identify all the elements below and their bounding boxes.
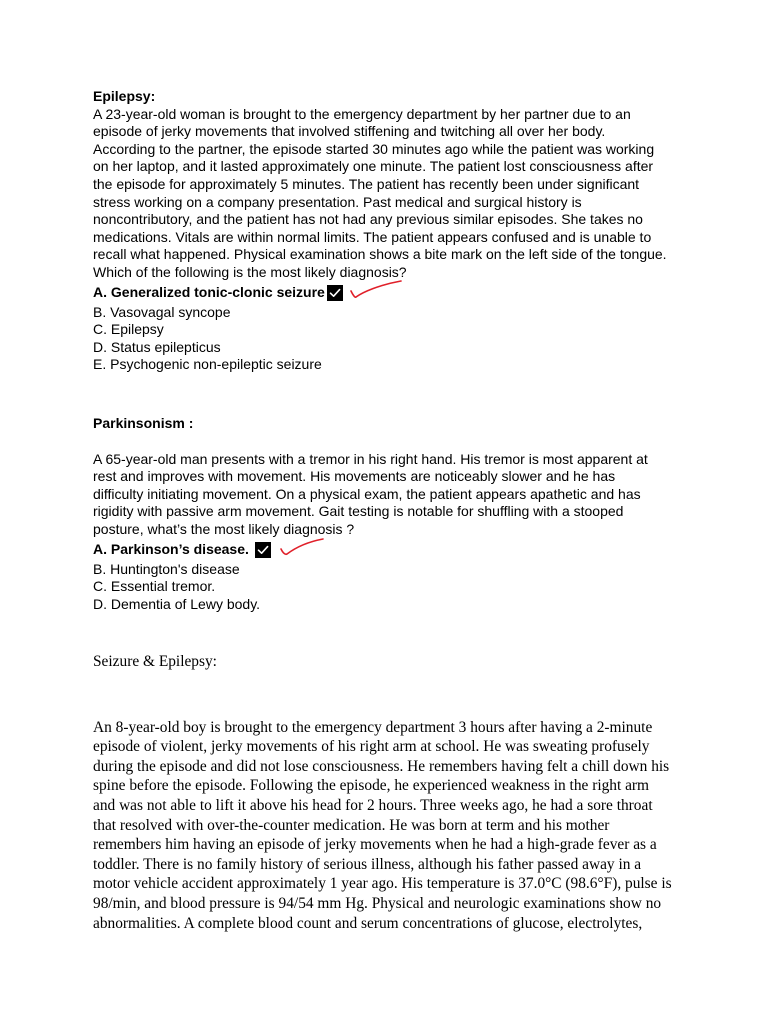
epilepsy-correct-answer [93, 282, 693, 304]
stem-line: and was not able to lift it above his head for 2 hours. Three weeks ago, he had a sore throat [93, 796, 653, 814]
stem-line: 98/min, and blood pressure is 94/54 mm Hg. Physical and neurologic examinations show no [93, 894, 662, 912]
stem-line: stress working on a company presentation. Past medical and surgical history is [93, 193, 582, 210]
parkinsonism-question [93, 415, 693, 613]
stem-line: during the episode and did not lose consciousness. He remembers having felt a chill down his [93, 757, 670, 775]
answer-label: A. Generalized tonic-clonic seizure [93, 283, 325, 300]
parkinsonism-heading: Parkinsonism : [93, 415, 194, 431]
answer-option: C. Essential tremor. [93, 578, 216, 595]
seizure-heading: Seizure & Epilepsy: [93, 653, 217, 670]
stem-line: noncontributory, and the patient has not had any previous similar episodes. She takes no [93, 211, 643, 228]
stem-line: rest and improves with movement. His movements are noticeably slower and he has [93, 468, 616, 485]
stem-line: spine before the episode. Following the episode, he experienced weakness in the right arm [93, 777, 650, 795]
stem-line: episode of jerky movements that involved stiffening and twitching all over her body. [93, 123, 606, 140]
stem-line: remembers him having an episode of jerky movements when he had a high-grade fever as a [93, 836, 657, 854]
stem-line: A 23-year-old woman is brought to the emergency department by her partner due to an [93, 105, 631, 122]
stem-line: Which of the following is the most likely diagnosis? [93, 263, 407, 280]
answer-option: B. Huntington's disease [93, 560, 240, 577]
stem-line: medications. Vitals are within normal limits. The patient appears confused and is unable to [93, 228, 652, 245]
stem-line: According to the partner, the episode started 30 minutes ago while the patient was working [93, 140, 655, 157]
answer-option: E. Psychogenic non-epileptic seizure [93, 356, 322, 373]
answer-option: B. Vasovagal syncope [93, 303, 231, 320]
stem-line: abnormalities. A complete blood count and serum concentrations of glucose, electrolytes, [93, 914, 643, 932]
stem-line: A 65-year-old man presents with a tremor in his right hand. His tremor is most apparent at [93, 450, 648, 467]
answer-label: A. Parkinson’s disease. [93, 540, 249, 557]
seizure-question [93, 652, 713, 933]
stem-line: rigidity with passive arm movement. Gait testing is notable for shuffling with a stooped [93, 503, 624, 520]
stem-line: the episode for approximately 5 minutes. The patient has recently been under significant [93, 175, 640, 192]
stem-line: toddler. There is no family history of serious illness, although his father passed away in a [93, 855, 642, 873]
stem-line: difficulty initiating movement. On a physical exam, the patient appears apathetic and has [93, 485, 641, 502]
stem-line: that resolved with over-the-counter medication. He was born at term and his mother [93, 816, 610, 834]
stem-line: recall what happened. Physical examination shows a bite mark on the left side of the tongue. [93, 246, 667, 263]
answer-option: C. Epilepsy [93, 321, 164, 338]
epilepsy-options [93, 304, 693, 374]
handwritten-check-icon [349, 279, 405, 306]
stem-line: motor vehicle accident approximately 1 year ago. His temperature is 37.0°C (98.6°F), pulse is [93, 875, 672, 893]
answer-option: D. Status epilepticus [93, 338, 221, 355]
epilepsy-question [93, 88, 693, 374]
parkinsonism-stem [93, 451, 693, 539]
checked-checkbox-icon [255, 542, 271, 558]
answer-option: D. Dementia of Lewy body. [93, 595, 261, 612]
epilepsy-heading: Epilepsy: [93, 88, 156, 104]
checked-checkbox-icon [327, 285, 343, 301]
seizure-stem [93, 718, 713, 934]
stem-line: An 8-year-old boy is brought to the emergency department 3 hours after having a 2-minute [93, 718, 653, 736]
parkinsonism-options [93, 561, 693, 614]
handwritten-check-icon [279, 536, 329, 563]
epilepsy-stem [93, 106, 693, 282]
parkinsonism-correct-answer [93, 539, 693, 561]
stem-line: episode of violent, jerky movements of his right arm at school. He was sweating profusely [93, 738, 650, 756]
stem-line: posture, what’s the most likely diagnosis ? [93, 520, 355, 537]
stem-line: on her laptop, and it lasted approximately one minute. The patient lost consciousness after [93, 158, 654, 175]
